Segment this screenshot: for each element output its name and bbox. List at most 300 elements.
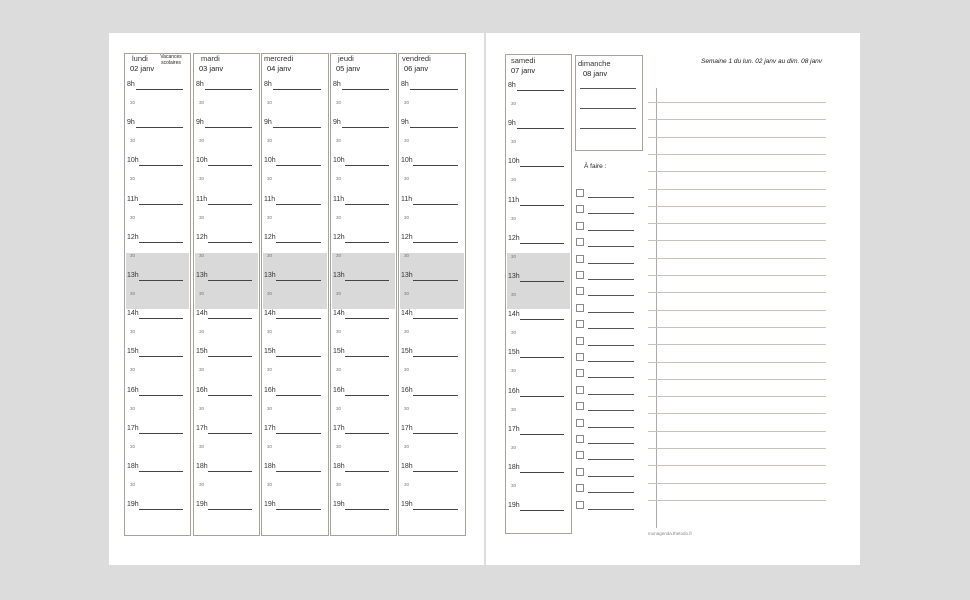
hour-line (520, 510, 564, 511)
todo-checkbox (576, 402, 584, 410)
note-line (648, 310, 826, 311)
hour-label: 16h (333, 386, 345, 394)
note-line (648, 396, 826, 397)
hour-line (208, 242, 252, 243)
half-hour-label: 30 (404, 482, 410, 487)
hour-line (413, 280, 458, 281)
note-line (648, 500, 826, 501)
hour-label: 19h (127, 501, 139, 509)
hour-label: 11h (333, 195, 345, 203)
half-hour-label: 30 (130, 214, 136, 220)
hour-label: 13h (264, 272, 276, 279)
hour-label: 14h (401, 310, 413, 318)
note-line (648, 171, 826, 172)
lunch-shade (126, 253, 189, 309)
half-hour-label: 30 (199, 291, 205, 296)
half-hour-label: 30 (404, 367, 410, 373)
hour-label: 14h (127, 310, 139, 318)
half-hour-label: 30 (130, 405, 136, 411)
half-hour-label: 30 (267, 443, 273, 449)
hour-line (517, 128, 564, 129)
hour-line (139, 242, 183, 243)
note-line (648, 119, 826, 120)
half-hour-label: 30 (511, 253, 517, 259)
hour-line (413, 204, 458, 205)
half-hour-label: 30 (336, 482, 342, 487)
todo-checkbox (576, 337, 584, 345)
todo-checkbox (576, 222, 584, 230)
hour-line (520, 396, 564, 397)
day-name: vendredi (402, 54, 431, 63)
hour-line (273, 89, 321, 90)
note-line (648, 465, 826, 466)
todo-line (588, 443, 634, 444)
half-hour-label: 30 (336, 329, 342, 335)
hour-label: 8h (333, 81, 341, 88)
half-hour-label: 30 (267, 367, 273, 373)
todo-line (588, 492, 634, 493)
hour-line (139, 433, 183, 434)
hour-label: 9h (196, 119, 204, 127)
hour-label: 13h (127, 272, 139, 279)
half-hour-label: 30 (511, 177, 517, 183)
sunday-line (580, 128, 636, 129)
day-note: Vacances scolaires (160, 54, 182, 66)
half-hour-label: 30 (130, 367, 136, 373)
hour-label: 12h (264, 233, 276, 241)
half-hour-label: 30 (130, 100, 136, 105)
half-hour-label: 30 (511, 292, 517, 297)
half-hour-label: 30 (404, 443, 410, 449)
hour-label: 9h (508, 120, 516, 128)
hour-label: 18h (127, 463, 139, 470)
todo-checkbox (576, 238, 584, 246)
hour-label: 12h (401, 233, 413, 241)
todo-line (588, 197, 634, 198)
todo-line (588, 410, 634, 411)
hour-label: 18h (264, 463, 276, 470)
half-hour-label: 30 (130, 443, 136, 449)
hour-line (520, 434, 564, 435)
day-name: mercredi (264, 54, 294, 63)
hour-line (276, 204, 321, 205)
hour-line (139, 356, 183, 357)
hour-line (276, 395, 321, 396)
half-hour-label: 30 (404, 252, 410, 258)
hour-label: 17h (401, 424, 413, 432)
half-hour-label: 30 (404, 405, 410, 411)
todo-line (588, 328, 634, 329)
half-hour-label: 30 (336, 252, 342, 258)
todo-line (588, 246, 634, 247)
hour-line (208, 433, 252, 434)
hour-line (276, 280, 321, 281)
todo-line (588, 295, 634, 296)
half-hour-label: 30 (336, 367, 342, 373)
hour-label: 11h (401, 195, 413, 203)
hour-label: 15h (508, 349, 520, 357)
todo-line (588, 377, 634, 378)
todo-checkbox (576, 255, 584, 263)
hour-label: 11h (196, 195, 208, 203)
lunch-shade (400, 253, 464, 309)
hour-line (208, 395, 252, 396)
hour-line (276, 242, 321, 243)
hour-label: 16h (196, 386, 208, 394)
half-hour-label: 30 (199, 329, 205, 335)
todo-checkbox (576, 501, 584, 509)
hour-line (410, 127, 458, 128)
half-hour-label: 30 (511, 139, 517, 145)
todo-line (588, 213, 634, 214)
hour-line (520, 205, 564, 206)
hour-line (410, 89, 458, 90)
hour-line (345, 509, 389, 510)
hour-label: 15h (264, 348, 276, 356)
hour-line (276, 509, 321, 510)
hour-label: 12h (508, 234, 520, 242)
hour-line (208, 165, 252, 166)
hour-label: 13h (196, 272, 208, 279)
note-line (648, 102, 826, 103)
hour-label: 10h (196, 157, 208, 165)
hour-line (208, 356, 252, 357)
hour-label: 12h (127, 233, 139, 241)
half-hour-label: 30 (404, 100, 410, 105)
todo-checkbox (576, 484, 584, 492)
hour-line (345, 165, 389, 166)
todo-checkbox (576, 419, 584, 427)
todo-checkbox (576, 353, 584, 361)
hour-line (345, 395, 389, 396)
hour-label: 16h (401, 386, 413, 394)
hour-line (139, 165, 183, 166)
hour-line (520, 357, 564, 358)
half-hour-label: 30 (199, 367, 205, 373)
half-hour-label: 30 (511, 483, 517, 488)
hour-line (208, 204, 252, 205)
hour-label: 19h (333, 501, 345, 509)
half-hour-label: 30 (336, 100, 342, 105)
lunch-shade (195, 253, 258, 309)
day-name: lundi (132, 54, 148, 63)
half-hour-label: 30 (404, 214, 410, 220)
hour-label: 10h (401, 157, 413, 165)
hour-line (345, 471, 389, 472)
hour-line (345, 356, 389, 357)
hour-label: 8h (401, 81, 409, 88)
half-hour-label: 30 (130, 252, 136, 258)
hour-label: 17h (508, 425, 520, 433)
hour-label: 15h (196, 348, 208, 356)
note-line (648, 413, 826, 414)
day-date: 02 janv (130, 64, 155, 73)
todo-line (588, 476, 634, 477)
hour-label: 9h (264, 119, 272, 127)
hour-label: 16h (127, 386, 139, 394)
half-hour-label: 30 (511, 368, 517, 374)
half-hour-label: 30 (336, 443, 342, 449)
hour-line (520, 281, 564, 282)
todo-line (588, 345, 634, 346)
hour-label: 11h (264, 195, 276, 203)
hour-line (345, 280, 389, 281)
note-line (648, 483, 826, 484)
hour-line (520, 166, 564, 167)
hour-line (139, 204, 183, 205)
half-hour-label: 30 (511, 330, 517, 336)
todo-line (588, 459, 634, 460)
half-hour-label: 30 (336, 176, 342, 182)
half-hour-label: 30 (267, 214, 273, 220)
hour-label: 8h (196, 81, 204, 88)
half-hour-label: 30 (130, 482, 136, 487)
hour-label: 18h (401, 463, 413, 470)
half-hour-label: 30 (267, 482, 273, 487)
note-line (648, 344, 826, 345)
todo-line (588, 394, 634, 395)
hour-label: 9h (333, 119, 341, 127)
hour-line (136, 89, 183, 90)
todo-checkbox (576, 304, 584, 312)
hour-line (139, 471, 183, 472)
hour-line (139, 280, 183, 281)
day-date: 08 janv (583, 69, 608, 78)
day-date: 05 janv (336, 64, 361, 73)
hour-line (342, 127, 389, 128)
todo-line (588, 361, 634, 362)
note-line (648, 223, 826, 224)
note-line (648, 137, 826, 138)
hour-label: 8h (264, 81, 272, 88)
hour-line (520, 243, 564, 244)
hour-line (205, 127, 252, 128)
half-hour-label: 30 (267, 100, 273, 105)
todo-checkbox (576, 271, 584, 279)
todo-checkbox (576, 386, 584, 394)
half-hour-label: 30 (199, 405, 205, 411)
hour-label: 13h (333, 272, 345, 279)
hour-line (413, 471, 458, 472)
half-hour-label: 30 (199, 482, 205, 487)
hour-label: 15h (401, 348, 413, 356)
hour-line (345, 242, 389, 243)
todo-line (588, 279, 634, 280)
half-hour-label: 30 (267, 138, 273, 144)
half-hour-label: 30 (130, 138, 136, 144)
hour-line (413, 356, 458, 357)
hour-line (342, 89, 389, 90)
day-date: 03 janv (199, 64, 224, 73)
hour-label: 18h (508, 464, 520, 471)
note-line (648, 189, 826, 190)
day-date: 04 janv (267, 64, 292, 73)
hour-label: 17h (196, 424, 208, 432)
todo-line (588, 263, 634, 264)
hour-line (205, 89, 252, 90)
half-hour-label: 30 (199, 176, 205, 182)
hour-line (413, 395, 458, 396)
hour-line (208, 509, 252, 510)
hour-label: 9h (401, 119, 409, 127)
hour-line (517, 90, 564, 91)
day-name: samedi (511, 56, 536, 65)
half-hour-label: 30 (404, 138, 410, 144)
hour-label: 18h (333, 463, 345, 470)
hour-line (520, 319, 564, 320)
hour-label: 13h (508, 273, 520, 280)
hour-line (136, 127, 183, 128)
hour-label: 14h (196, 310, 208, 318)
week-title: Semaine 1 du lun. 02 janv au dim. 08 janv (701, 58, 823, 65)
hour-label: 12h (196, 233, 208, 241)
hour-label: 17h (127, 424, 139, 432)
hour-label: 11h (127, 195, 139, 203)
hour-label: 19h (401, 501, 413, 509)
footer-url: monagenda.thetodo.fr (648, 531, 693, 536)
hour-label: 12h (333, 233, 345, 241)
hour-label: 11h (508, 196, 520, 204)
hour-label: 16h (508, 387, 520, 395)
half-hour-label: 30 (267, 176, 273, 182)
note-line (648, 362, 826, 363)
half-hour-label: 30 (267, 291, 273, 296)
half-hour-label: 30 (267, 252, 273, 258)
todo-line (588, 230, 634, 231)
hour-line (276, 318, 321, 319)
hour-line (345, 433, 389, 434)
note-line (648, 258, 826, 259)
hour-line (276, 165, 321, 166)
todo-checkbox (576, 435, 584, 443)
half-hour-label: 30 (199, 252, 205, 258)
note-line (648, 275, 826, 276)
half-hour-label: 30 (199, 214, 205, 220)
hour-label: 9h (127, 119, 135, 127)
day-date: 07 janv (511, 66, 536, 75)
hour-label: 17h (333, 424, 345, 432)
half-hour-label: 30 (511, 444, 517, 450)
hour-line (139, 395, 183, 396)
note-line (648, 292, 826, 293)
hour-label: 17h (264, 424, 276, 432)
half-hour-label: 30 (130, 176, 136, 182)
hour-line (345, 318, 389, 319)
todo-title: À faire : (584, 163, 607, 170)
hour-label: 10h (333, 157, 345, 165)
hour-label: 19h (264, 501, 276, 509)
half-hour-label: 30 (404, 329, 410, 335)
half-hour-label: 30 (336, 405, 342, 411)
half-hour-label: 30 (336, 291, 342, 296)
sunday-line (580, 88, 636, 89)
half-hour-label: 30 (404, 176, 410, 182)
todo-checkbox (576, 451, 584, 459)
half-hour-label: 30 (511, 406, 517, 412)
todo-checkbox (576, 468, 584, 476)
half-hour-label: 30 (267, 405, 273, 411)
hour-line (139, 509, 183, 510)
day-name: mardi (201, 54, 220, 63)
hour-line (345, 204, 389, 205)
todo-checkbox (576, 320, 584, 328)
day-name: jeudi (338, 54, 354, 63)
hour-line (413, 433, 458, 434)
hour-line (520, 472, 564, 473)
hour-line (208, 318, 252, 319)
hour-label: 15h (127, 348, 139, 356)
hour-line (413, 318, 458, 319)
hour-line (413, 242, 458, 243)
todo-checkbox (576, 287, 584, 295)
hour-line (276, 433, 321, 434)
day-name: dimanche (578, 59, 611, 68)
hour-line (413, 165, 458, 166)
hour-label: 10h (508, 158, 520, 166)
hour-line (276, 471, 321, 472)
half-hour-label: 30 (511, 215, 517, 221)
note-line (648, 431, 826, 432)
hour-label: 19h (508, 502, 520, 510)
todo-checkbox (576, 205, 584, 213)
hour-label: 14h (264, 310, 276, 318)
note-line (648, 206, 826, 207)
half-hour-label: 30 (199, 138, 205, 144)
half-hour-label: 30 (199, 100, 205, 105)
half-hour-label: 30 (404, 291, 410, 296)
hour-label: 16h (264, 386, 276, 394)
half-hour-label: 30 (130, 291, 136, 296)
hour-label: 15h (333, 348, 345, 356)
note-line (648, 327, 826, 328)
half-hour-label: 30 (511, 101, 517, 106)
hour-label: 18h (196, 463, 208, 470)
hour-line (208, 280, 252, 281)
hour-line (276, 356, 321, 357)
note-line (648, 379, 826, 380)
hour-label: 14h (333, 310, 345, 318)
half-hour-label: 30 (267, 329, 273, 335)
note-line (648, 448, 826, 449)
day-date: 06 janv (404, 64, 429, 73)
hour-label: 10h (264, 157, 276, 165)
hour-line (413, 509, 458, 510)
sunday-line (580, 108, 636, 109)
lunch-shade (332, 253, 395, 309)
todo-line (588, 427, 634, 428)
hour-label: 13h (401, 272, 413, 279)
half-hour-label: 30 (199, 443, 205, 449)
half-hour-label: 30 (130, 329, 136, 335)
lunch-shade (263, 253, 327, 309)
hour-line (139, 318, 183, 319)
todo-line (588, 312, 634, 313)
hour-label: 19h (196, 501, 208, 509)
half-hour-label: 30 (336, 214, 342, 220)
todo-line (588, 509, 634, 510)
todo-checkbox (576, 369, 584, 377)
note-line (648, 240, 826, 241)
hour-label: 8h (127, 81, 135, 88)
half-hour-label: 30 (336, 138, 342, 144)
hour-line (273, 127, 321, 128)
hour-label: 10h (127, 157, 139, 165)
todo-checkbox (576, 189, 584, 197)
hour-label: 14h (508, 311, 520, 319)
note-line (648, 154, 826, 155)
hour-line (208, 471, 252, 472)
hour-label: 8h (508, 82, 516, 89)
